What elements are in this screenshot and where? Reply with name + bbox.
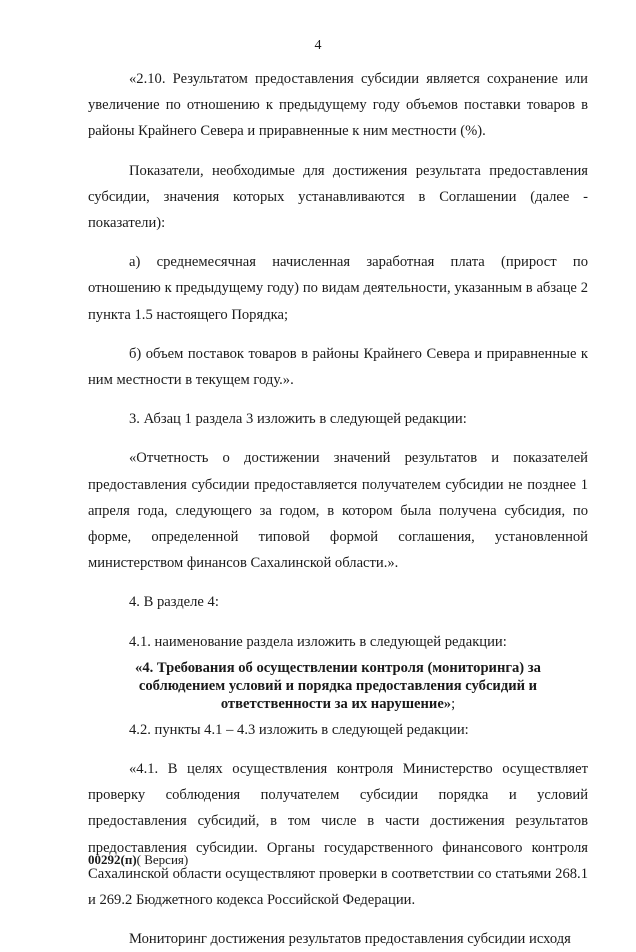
footer-code: 00292(п) — [88, 852, 137, 867]
page-number: 4 — [314, 38, 322, 53]
document-body — [88, 66, 588, 952]
paragraph-indicators: Показатели, необходимые для достижения результата предоставления субсидии, значения которых устанавливаются в Соглашении (далее - показатели): — [88, 162, 588, 232]
paragraph-4-2-points: 4.2. пункты 4.1 – 4.3 изложить в следующей редакции: — [129, 721, 469, 738]
paragraph-item-a: а) среднемесячная начисленная заработная плата (прирост по отношению к предыдущему году) по видам деятельности, указанным в абзаце 2 пункта 1.5 настоящего Порядка; — [88, 254, 588, 323]
paragraph-section-4: 4. В разделе 4: — [129, 594, 219, 611]
paragraph-item-b: б) объем поставок товаров в районы Крайнего Севера и приравненные к ним местности в текущем году.». — [88, 345, 588, 389]
paragraph-control: «4.1. В целях осуществления контроля Министерство осуществляет проверку соблюдения получателем субсидии порядка и условий предоставления субсидий, в том числе в части достижения результатов предоставления субсидии. Органы государственного финансового контроля Сахалинской области осуществляют проверки в соответствии со статьями 268.1 и 269.2 Бюджетного кодекса Российской Федерации. — [88, 761, 588, 909]
paragraph-4-1-title: 4.1. наименование раздела изложить в следующей редакции: — [129, 633, 507, 650]
paragraph-reporting: «Отчетность о достижении значений результатов и показателей предоставления субсидии предоставляется получателем субсидии не позднее 1 апреля года, следующего за годом, в котором была получена субсидия, по форме, определенной типовой формой соглашения, установленной министерством финансов Сахалинской области.». — [88, 450, 588, 572]
paragraph-amend-section-3: 3. Абзац 1 раздела 3 изложить в следующей редакции: — [129, 411, 467, 428]
section-heading — [88, 659, 588, 713]
section-heading-text: «4. Требования об осуществлении контроля (мониторинга) за соблюдением условий и порядка предоставления субсидий и ответственности за их нарушение» — [135, 659, 541, 712]
paragraph-monitoring: Мониторинг достижения результатов предоставления субсидии исходя — [129, 931, 571, 948]
section-heading-tail: ; — [451, 695, 456, 712]
paragraph-2-10-result: «2.10. Результатом предоставления субсидии является сохранение или увеличение по отношению к предыдущему году объемов поставки товаров в районы Крайнего Севера и приравненные к ним местности (%). — [88, 71, 588, 140]
footer-version — [88, 852, 188, 868]
footer-version-label: ( Версия) — [136, 852, 189, 867]
